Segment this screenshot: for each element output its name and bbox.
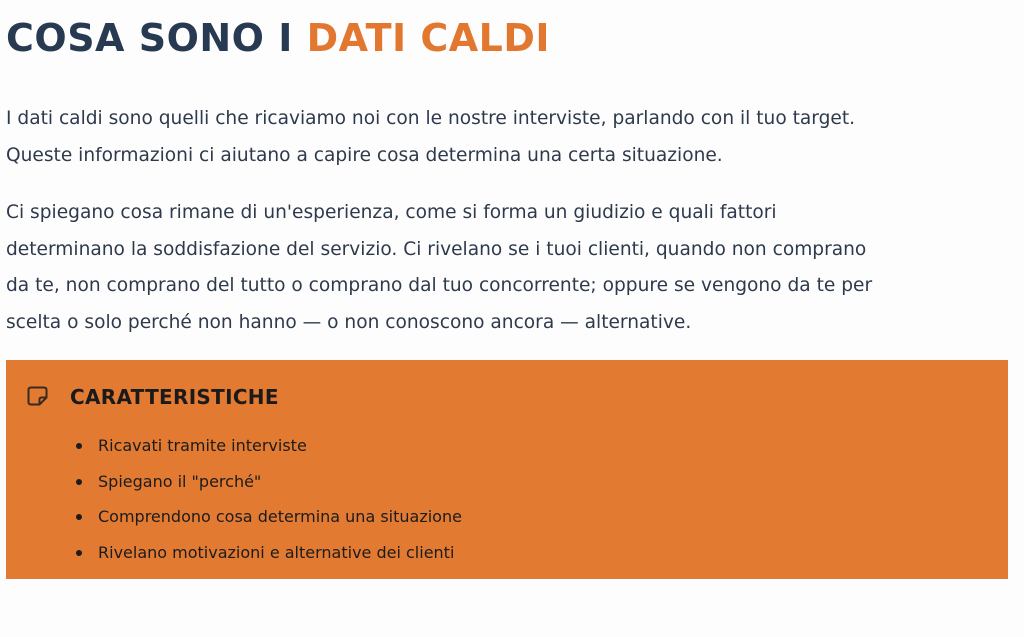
list-item xyxy=(98,428,462,464)
paragraph-line: I dati caldi sono quelli che ricaviamo noi con le nostre interviste, parlando con il tuo target. xyxy=(6,108,856,129)
paragraph-line: scelta o solo perché non hanno — o non conoscono ancora — alternative. xyxy=(6,311,692,333)
paragraph-line: Queste informazioni ci aiutano a capire cosa determina una certa situazione. xyxy=(6,144,723,166)
list-item-text: Spiegano il "perché" xyxy=(98,471,262,491)
characteristics-callout xyxy=(6,360,1008,579)
bullet-icon xyxy=(76,443,82,449)
intro-paragraph xyxy=(6,101,1016,174)
detail-paragraph xyxy=(6,195,1016,341)
bullet-icon xyxy=(76,550,82,556)
bullet-icon xyxy=(76,479,82,485)
list-item-text: Rivelano motivazioni e alternative dei clienti xyxy=(98,542,455,562)
list-item xyxy=(98,499,462,535)
characteristics-list xyxy=(76,428,462,570)
page-title-main: COSA SONO I xyxy=(6,16,307,60)
paragraph-line: Ci spiegano cosa rimane di un'esperienza, come si forma un giudizio e quali fattori xyxy=(6,202,777,223)
note-icon xyxy=(27,385,49,407)
list-item-text: Ricavati tramite interviste xyxy=(98,436,307,455)
paragraph-line: da te, non comprano del tutto o comprano dal tuo concorrente; oppure se vengono da te per xyxy=(6,275,873,296)
page-title-accent: DATI CALDI xyxy=(306,16,551,60)
list-item xyxy=(98,464,462,500)
callout-title: CARATTERISTICHE xyxy=(70,385,279,409)
list-item-text: Comprendono cosa determina una situazione xyxy=(98,507,462,526)
paragraph-line: determinano la soddisfazione del servizio. Ci rivelano se i tuoi clienti, quando non comprano xyxy=(6,238,867,260)
list-item xyxy=(98,535,462,571)
bullet-icon xyxy=(76,514,82,520)
page-title xyxy=(6,10,550,66)
